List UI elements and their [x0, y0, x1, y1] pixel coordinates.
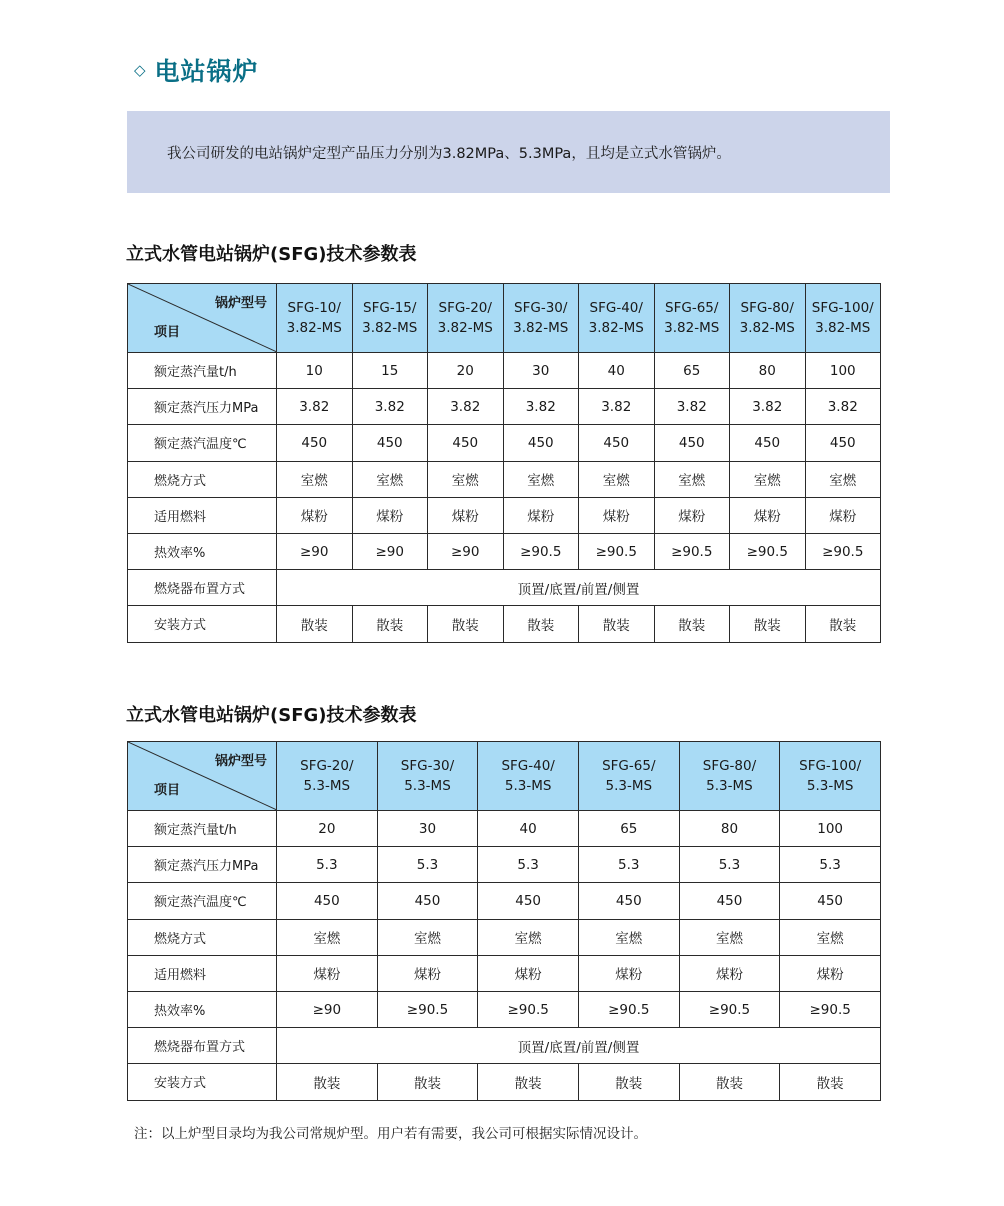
value-cell: ≥90: [352, 533, 428, 569]
value-cell: 5.3: [578, 847, 679, 883]
value-cell: 450: [377, 883, 478, 919]
table-row: [128, 425, 881, 461]
value-cell: 450: [277, 425, 353, 461]
model-name-line: SFG-65/: [602, 758, 656, 774]
model-header-cell: [578, 742, 679, 811]
model-header-cell: [805, 284, 881, 353]
model-name-line: 5.3-MS: [404, 778, 451, 794]
merged-value-cell: 顶置/底置/前置/侧置: [277, 1028, 881, 1064]
value-cell: 100: [805, 353, 881, 389]
corner-model-label: 锅炉型号: [214, 754, 267, 769]
value-cell: 450: [503, 425, 579, 461]
model-name-line: 5.3-MS: [303, 778, 351, 794]
value-cell: 450: [780, 883, 881, 919]
header-row: [128, 284, 881, 353]
value-cell: ≥90.5: [679, 991, 780, 1027]
value-cell: ≥90: [428, 533, 504, 569]
value-cell: 65: [578, 811, 679, 847]
value-cell: 30: [377, 811, 478, 847]
value-cell: ≥90: [277, 991, 378, 1027]
value-cell: 室燃: [428, 461, 504, 497]
model-header-cell: [503, 284, 579, 353]
value-cell: 30: [503, 353, 579, 389]
value-cell: 散装: [654, 606, 730, 642]
value-cell: 室燃: [377, 919, 478, 955]
value-cell: ≥90.5: [805, 533, 881, 569]
table-row: [128, 847, 881, 883]
intro-box: [127, 111, 890, 193]
model-header-cell: [780, 742, 881, 811]
value-cell: 煤粉: [805, 497, 881, 533]
value-cell: 室燃: [578, 919, 679, 955]
value-cell: 散装: [277, 1064, 378, 1100]
row-label-cell: 安装方式: [128, 1064, 277, 1100]
value-cell: 煤粉: [679, 955, 780, 991]
table-row: [128, 533, 881, 569]
value-cell: 450: [679, 883, 780, 919]
row-label-cell: 适用燃料: [128, 497, 277, 533]
value-cell: 煤粉: [277, 497, 353, 533]
value-cell: ≥90.5: [578, 991, 679, 1027]
table-title-1: 立式水管电站锅炉(SFG)技术参数表: [126, 244, 417, 265]
value-cell: 450: [277, 883, 378, 919]
table-row: [128, 1028, 881, 1064]
table-row: [128, 570, 881, 606]
corner-item-label: 项目: [154, 783, 181, 798]
spec-table-1: [127, 283, 881, 643]
model-name-line: SFG-80/: [702, 758, 757, 774]
row-label-cell: 额定蒸汽量t/h: [128, 353, 277, 389]
value-cell: 室燃: [654, 461, 730, 497]
value-cell: 450: [579, 425, 655, 461]
value-cell: 煤粉: [730, 497, 806, 533]
value-cell: 3.82: [579, 389, 655, 425]
model-header-cell: [654, 284, 730, 353]
model-name-line: SFG-100/: [799, 758, 862, 774]
intro-text: 我公司研发的电站锅炉定型产品压力分别为3.82MPa、5.3MPa，且均是立式水管锅炉。: [167, 145, 731, 162]
value-cell: 450: [654, 425, 730, 461]
value-cell: 室燃: [730, 461, 806, 497]
value-cell: 室燃: [780, 919, 881, 955]
value-cell: 10: [277, 353, 353, 389]
value-cell: ≥90.5: [579, 533, 655, 569]
section-heading: [134, 52, 259, 88]
row-label-cell: 适用燃料: [128, 955, 277, 991]
value-cell: 室燃: [277, 461, 353, 497]
value-cell: 散装: [679, 1064, 780, 1100]
value-cell: 散装: [428, 606, 504, 642]
row-label-cell: 燃烧器布置方式: [128, 1028, 277, 1064]
table-row: [128, 1064, 881, 1100]
model-name-line: SFG-40/: [589, 300, 643, 316]
row-label-cell: 燃烧器布置方式: [128, 570, 277, 606]
value-cell: 煤粉: [352, 497, 428, 533]
value-cell: 450: [352, 425, 428, 461]
model-name-line: 5.3-MS: [806, 778, 854, 794]
model-header-cell: [478, 742, 579, 811]
value-cell: 3.82: [503, 389, 579, 425]
value-cell: 室燃: [277, 919, 378, 955]
value-cell: 3.82: [352, 389, 428, 425]
value-cell: ≥90: [277, 533, 353, 569]
value-cell: 20: [428, 353, 504, 389]
model-name-line: SFG-40/: [501, 758, 555, 774]
table-title-2: 立式水管电站锅炉(SFG)技术参数表: [126, 705, 417, 726]
value-cell: 室燃: [503, 461, 579, 497]
value-cell: 煤粉: [377, 955, 478, 991]
value-cell: 散装: [503, 606, 579, 642]
value-cell: ≥90.5: [654, 533, 730, 569]
spec-table-2: [127, 741, 881, 1101]
value-cell: 散装: [377, 1064, 478, 1100]
model-name-line: 3.82-MS: [588, 320, 644, 336]
value-cell: 散装: [478, 1064, 579, 1100]
section-title: 电站锅炉: [154, 57, 259, 86]
value-cell: 煤粉: [478, 955, 579, 991]
table-row: [128, 919, 881, 955]
value-cell: 3.82: [654, 389, 730, 425]
value-cell: 散装: [277, 606, 353, 642]
model-name-line: SFG-20/: [300, 758, 354, 774]
model-name-line: SFG-80/: [740, 300, 794, 316]
model-name-line: SFG-15/: [363, 300, 417, 316]
row-label-cell: 额定蒸汽压力MPa: [128, 389, 277, 425]
value-cell: 20: [277, 811, 378, 847]
value-cell: 煤粉: [578, 955, 679, 991]
model-name-line: SFG-65/: [665, 300, 719, 316]
table-row: [128, 955, 881, 991]
value-cell: ≥90.5: [503, 533, 579, 569]
value-cell: 室燃: [805, 461, 881, 497]
model-header-cell: [428, 284, 504, 353]
corner-model-label: 锅炉型号: [214, 296, 267, 311]
row-label-cell: 额定蒸汽温度℃: [128, 425, 277, 461]
value-cell: 5.3: [277, 847, 378, 883]
value-cell: 5.3: [679, 847, 780, 883]
value-cell: 散装: [805, 606, 881, 642]
footnote: 注：以上炉型目录均为我公司常规炉型。用户若有需要，我公司可根据实际情况设计。: [134, 1126, 647, 1142]
value-cell: 室燃: [478, 919, 579, 955]
model-name-line: 5.3-MS: [605, 778, 653, 794]
model-name-line: 5.3-MS: [706, 778, 753, 794]
value-cell: 40: [478, 811, 579, 847]
corner-header-cell: [128, 742, 277, 811]
row-label-cell: 燃烧方式: [128, 461, 277, 497]
model-name-line: 3.82-MS: [815, 320, 871, 336]
table-row: [128, 461, 881, 497]
value-cell: 80: [730, 353, 806, 389]
value-cell: 5.3: [780, 847, 881, 883]
diamond-outline-icon: ◇: [134, 60, 146, 79]
row-label-cell: 额定蒸汽温度℃: [128, 883, 277, 919]
row-label-cell: 额定蒸汽压力MPa: [128, 847, 277, 883]
model-header-cell: [277, 742, 378, 811]
table-row: [128, 389, 881, 425]
value-cell: 散装: [730, 606, 806, 642]
merged-value-cell: 顶置/底置/前置/侧置: [277, 570, 881, 606]
model-name-line: SFG-20/: [438, 300, 492, 316]
value-cell: 煤粉: [428, 497, 504, 533]
value-cell: 散装: [579, 606, 655, 642]
value-cell: 室燃: [352, 461, 428, 497]
table-row: [128, 811, 881, 847]
model-name-line: SFG-10/: [287, 300, 341, 316]
value-cell: 450: [478, 883, 579, 919]
model-header-cell: [377, 742, 478, 811]
value-cell: 散装: [352, 606, 428, 642]
value-cell: 450: [805, 425, 881, 461]
value-cell: 煤粉: [503, 497, 579, 533]
model-name-line: 3.82-MS: [437, 320, 493, 336]
corner-header-cell: [128, 284, 277, 353]
row-label-cell: 热效率%: [128, 991, 277, 1027]
value-cell: 450: [578, 883, 679, 919]
model-name-line: SFG-100/: [811, 300, 874, 316]
value-cell: 450: [428, 425, 504, 461]
model-name-line: SFG-30/: [514, 300, 568, 316]
value-cell: 室燃: [679, 919, 780, 955]
value-cell: 5.3: [377, 847, 478, 883]
value-cell: 室燃: [579, 461, 655, 497]
value-cell: 煤粉: [654, 497, 730, 533]
table-row: [128, 353, 881, 389]
model-header-cell: [579, 284, 655, 353]
model-name-line: 3.82-MS: [664, 320, 720, 336]
header-row: [128, 742, 881, 811]
model-name-line: 5.3-MS: [504, 778, 552, 794]
row-label-cell: 安装方式: [128, 606, 277, 642]
model-header-cell: [277, 284, 353, 353]
value-cell: 3.82: [730, 389, 806, 425]
value-cell: 散装: [578, 1064, 679, 1100]
value-cell: 65: [654, 353, 730, 389]
row-label-cell: 燃烧方式: [128, 919, 277, 955]
model-header-cell: [679, 742, 780, 811]
value-cell: 100: [780, 811, 881, 847]
value-cell: 15: [352, 353, 428, 389]
corner-item-label: 项目: [154, 325, 181, 340]
row-label-cell: 额定蒸汽量t/h: [128, 811, 277, 847]
value-cell: 450: [730, 425, 806, 461]
table-row: [128, 497, 881, 533]
model-name-line: 3.82-MS: [286, 320, 342, 336]
model-name-line: 3.82-MS: [513, 320, 569, 336]
value-cell: 煤粉: [579, 497, 655, 533]
value-cell: 散装: [780, 1064, 881, 1100]
row-label-cell: 热效率%: [128, 533, 277, 569]
value-cell: 40: [579, 353, 655, 389]
value-cell: 5.3: [478, 847, 579, 883]
table-row: [128, 991, 881, 1027]
value-cell: 煤粉: [277, 955, 378, 991]
value-cell: ≥90.5: [478, 991, 579, 1027]
value-cell: 3.82: [805, 389, 881, 425]
value-cell: ≥90.5: [377, 991, 478, 1027]
model-name-line: 3.82-MS: [362, 320, 418, 336]
model-header-cell: [352, 284, 428, 353]
value-cell: 煤粉: [780, 955, 881, 991]
model-name-line: SFG-30/: [400, 758, 455, 774]
value-cell: 3.82: [428, 389, 504, 425]
table-row: [128, 883, 881, 919]
value-cell: 3.82: [277, 389, 353, 425]
table-row: [128, 606, 881, 642]
model-name-line: 3.82-MS: [739, 320, 795, 336]
value-cell: ≥90.5: [780, 991, 881, 1027]
value-cell: 80: [679, 811, 780, 847]
value-cell: ≥90.5: [730, 533, 806, 569]
model-header-cell: [730, 284, 806, 353]
